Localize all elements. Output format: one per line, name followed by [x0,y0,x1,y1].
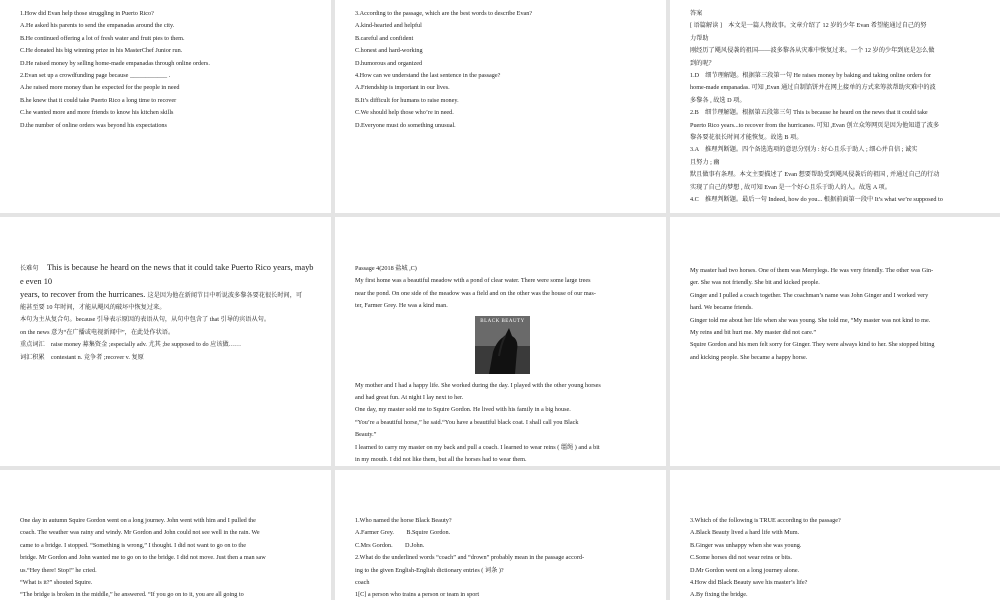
text-line: B.he knew that it could take Puerto Rico a long time to recover [20,96,177,104]
text-line: came to a bridge. I stopped. “Something is wrong,” I thought. I did not want to go on to the [20,541,246,549]
long-sentence-text: years, to recover from the hurricanes. [20,290,146,299]
text-line: home-made empanadas. 可知 ,Evan 通过自制馅饼并在网上接单的方式来筹款帮助灾难中的波 [690,84,936,92]
text-line: 1.How did Evan help those struggling in Puerto Rico? [20,10,154,17]
text-line: D.He raised money by selling home-made empanadas through online orders. [20,59,210,67]
text-line: D.the number of online orders was beyond his expectations [20,121,167,129]
text-line: 到的呢？ [690,59,715,67]
text-line: D.humorous and organized [355,59,423,67]
text-line: C.Some horses did not wear reins or bits. [690,554,792,562]
text-line: 默且做事有条理。本文主要描述了 Evan 想要帮助受到飓风侵袭后的祖国 , 并通过自己的行动 [690,171,940,179]
text-line: coach. The weather was rainy and windy. Mr Gordon and John could not see well in the rain. We [20,529,260,537]
page-thumbnail-2[interactable] [335,0,666,213]
passage-text [355,380,658,466]
text-line: 力帮助 [690,34,709,42]
text-line: coach [355,579,370,587]
text-line: ger. She was not friendly. She bit and kicked people. [690,279,820,287]
text-line: B.He continued offering a lot of fresh water and fruit pies to them. [20,34,185,42]
page-thumbnail-6[interactable] [670,217,1000,466]
text-line: A.He asked his parents to send the empanadas around the city. [20,22,175,30]
text-line: in my mouth. I did not like them, but all the horses had to wear them. [355,456,527,464]
text-line: A.Black Beauty lived a hard life with Mum. [690,529,800,537]
passage-heading: Passage 4(2018 盐城 ,C) [355,265,417,272]
analysis-text: on the news 意为“在广播或电视新闻中”，在此处作状语。 [20,328,175,336]
translation-text: 能甚至要 10 年时间，才能从飓风的破坏中恢复过来。 [20,304,166,311]
text-line: 且努力 ; 幽 [690,158,720,166]
text-line: ter, Farmer Grey. He was a kind man. [355,302,448,310]
text-line: Ginger and I pulled a coach together. The coachman’s name was John Ginger and I worked very [690,291,929,299]
text-line: 3.Which of the following is TRUE according to the passage? [690,517,841,524]
text-line: D.Mr Gordon went on a long journey alone. [690,566,800,574]
text-line: C.We should help those who’re in need. [355,109,454,117]
analysis-text: 本句为主从复合句。because 引导表示原因的表语从句，从句中包含了 that 引导的宾语从句。 [20,316,271,324]
page-thumbnail-8[interactable] [335,470,666,600]
text-line: 4.How did Black Beauty save his master’s life? [690,579,808,587]
passage-text [690,265,994,364]
text-line: Squire Gordon and his men felt sorry for Ginger. They were always kind to her. She stopped biting [690,341,935,349]
text-line: My reins and bit hurt me. My master did not care.” [690,329,817,337]
text-line: 4.How can we understand the last sentence in the passage? [355,72,501,80]
text-line: B.It’s difficult for humans to raise money. [355,96,459,104]
long-sentence-line [20,261,323,275]
text-line: B.careful and confident [355,34,414,42]
text-line: 答案 [690,10,703,17]
question-block [20,8,323,132]
text-line: 3.A 推理判断题。四个备选选项的意思分别为 : 好心且乐于助人 ; 细心并自信 ; 诚实 [690,146,918,154]
text-line: 2.What do the underlined words “coach” and “drown” probably mean in the passage accord- [355,554,585,562]
vocabulary-text: 词汇积累 contestant n. 竞争者 ;recover v. 复原 [20,353,144,361]
long-sentence-label: 长难句 [20,265,39,272]
text-line: A.Friendship is important in our lives. [355,84,450,92]
text-line: ing to the given English-English dictionary entries ( 词条 )? [355,566,504,574]
text-line: My master had two horses. One of them was Merrylegs. He was very friendly. The other was Gin- [690,267,934,274]
text-line: One day, my master sold me to Squire Gordon. He lived with his family in a big house. [355,406,571,414]
question-block [690,515,994,600]
black-beauty-cover-image [475,316,530,374]
long-sentence-line [20,288,323,302]
text-line: My mother and I had a happy life. She worked during the day. I played with the other young horses [355,381,601,389]
text-line: A.kind-hearted and helpful [355,22,422,30]
phrases-text: 重点词汇 raise money 募集资金 ;especially adv. 尤其 ;be supposed to do 应该做…… [20,341,242,349]
text-line: and had great fun. At night I lay next to her. [355,394,464,402]
text-line: near the pond. On one side of the meadow was a field and on the other was the house of our mas- [355,289,596,297]
text-line: 1.Who named the horse Black Beauty? [355,517,452,524]
text-line: 多黎各 , 故选 D 项。 [690,96,746,104]
text-line: Ginger told me about her life when she was young. She told me, “My master was not kind to me. [690,316,931,324]
text-line: C.He donated his big winning prize in his MasterChef Junior run. [20,47,183,55]
long-sentence-text: This is because he heard on the news that it could take Puerto Rico years, mayb [46,263,314,272]
text-line: C.Mrs Gordon. D.John. [355,541,425,549]
page-thumbnail-9[interactable] [670,470,1000,600]
page-thumbnail-1[interactable] [0,0,331,213]
text-line: bridge. Mr Gordon and John wanted me to go on to the bridge. I did not move. Just then a man saw [20,554,266,562]
question-block [355,515,658,600]
text-line: A.he raised more money than he expected for the people in need [20,84,180,92]
page-thumbnail-5[interactable] [335,217,666,466]
answer-block [690,8,994,207]
text-line: C.honest and hard-working [355,47,423,55]
text-line: Beauty.” [355,431,377,439]
text-line: My first home was a beautiful meadow with a pond of clear water. There were some large trees [355,277,591,285]
page-thumbnail-3[interactable] [670,0,1000,213]
text-line: 实现了自己的梦想 , 故可知 Evan 是一个好心且乐于助人的人。故选 A 项。 [690,183,891,191]
passage-text [20,515,323,600]
text-line: One day in autumn Squire Gordon went on a long journey. John went with him and I pulled the [20,517,256,524]
text-line: D.Everyone must do something unusual. [355,121,456,129]
translation-text: 这是因为他在新闻节目中听说波多黎各要花很长时间，可 [147,292,303,299]
text-line: 3.According to the passage, which are the best words to describe Evan? [355,10,533,17]
text-line: A.Farmer Grey. B.Squire Gordon. [355,529,451,537]
text-line: 1.D 细节理解题。根据第三段第一句 He raises money by baking and taking online orders for [690,72,932,80]
text-line: 2.B 细节理解题。根据第五段第三句 This is because he heard on the news that it could take [690,109,928,117]
passage-text [355,275,658,312]
text-line: “The bridge is broken in the middle,” he answered. “If you go on to it, you are all going to [20,591,244,599]
cover-title: BLACK BEAUTY [480,318,525,324]
text-line: B.Ginger was unhappy when she was young. [690,541,802,549]
long-sentence-line: e even 10 [20,277,53,286]
text-line: 1[C] a person who trains a person or team in sport [355,591,480,599]
text-line: hard. We became friends. [690,304,753,312]
text-line: and kicking people. She became a happy horse. [690,353,808,361]
text-line: 黎各要花很长时间才能恢复。故选 B 项。 [690,134,803,142]
text-line: 刚经历了飓风侵袭的祖国——波多黎各从灾难中恢复过来。一个 12 岁的少年到底是怎么做 [690,47,935,55]
question-block [355,8,658,132]
page-thumbnail-7[interactable] [0,470,331,600]
text-line: 2.Evan set up a crowdfunding page because ____________ . [20,72,171,80]
text-line: [ 语篇解读 ] 本文是一篇人物故事。文章介绍了 12 岁的少年 Evan 希望能通过自己的努 [690,22,927,30]
horse-icon [475,316,530,374]
page-thumbnail-4[interactable] [0,217,331,466]
text-line: “You’re a beautiful horse,” he said.“You have a beautiful black coat. I shall call you Black [355,418,579,426]
text-line: Puerto Rico years...to recover from the hurricanes. 可知 ,Evan 创立众筹网页是因为他知道了波多 [690,121,940,129]
text-line: us.“Hey there! Stop!” he cried. [20,566,97,574]
text-line: I learned to carry my master on my back and pull a coach. I learned to wear reins ( 缰绳 ) and a bit [355,443,600,451]
text-line: A.By fixing the bridge. [690,591,748,599]
text-line: 4.C 推理判断题。最后一句 Indeed, how do you... 根据前面第一段中 It’s what we’re supposed to [690,196,943,204]
text-line: C.he wanted more and more friends to know his kitchen skills [20,109,174,117]
text-line: “What is it?” shouted Squire. [20,579,93,587]
